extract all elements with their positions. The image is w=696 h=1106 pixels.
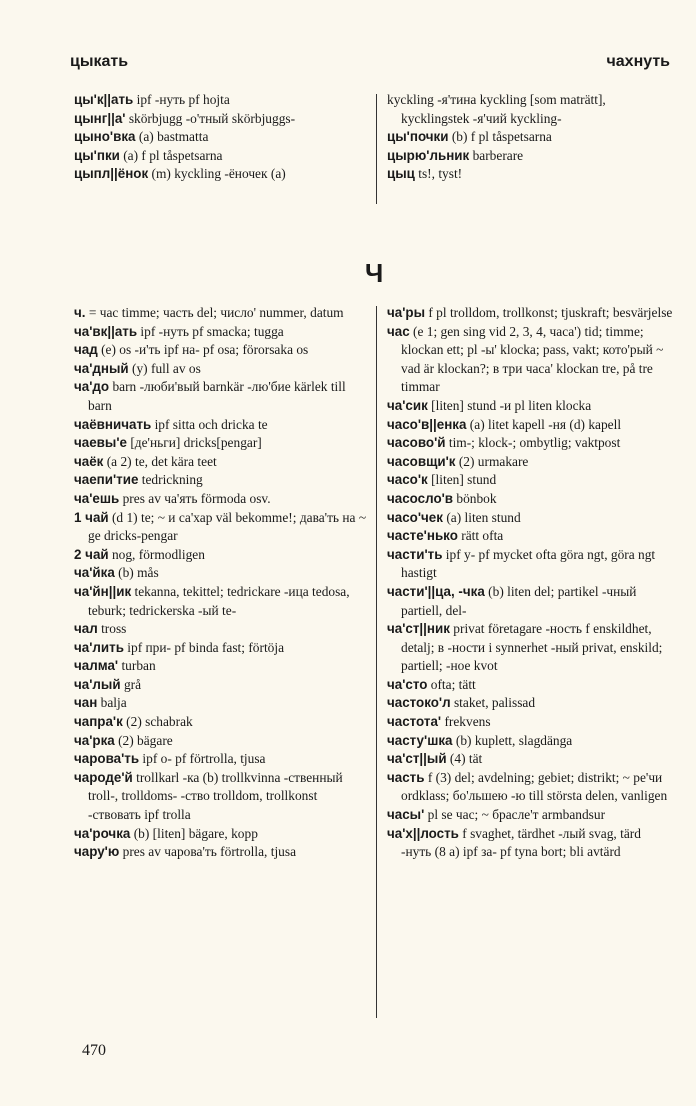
headword: часо'чек bbox=[387, 509, 443, 525]
dictionary-entry bbox=[387, 453, 673, 472]
dictionary-entry bbox=[74, 564, 370, 583]
definition: tross bbox=[97, 621, 127, 637]
dictionary-entry bbox=[74, 639, 370, 658]
headword: цы'почки bbox=[387, 129, 449, 145]
definition: tim-; klock-; ombytlig; vaktpost bbox=[445, 435, 621, 451]
definition: frekvens bbox=[441, 714, 491, 730]
definition: f svaghet, tärdhet -лый svag, tärd -нуть (8 a) ipf за- pf tyna bort; bli avtärd bbox=[401, 825, 641, 860]
headword: 1 чай bbox=[74, 509, 109, 525]
dictionary-entry bbox=[74, 713, 370, 732]
headword: чарова'ть bbox=[74, 751, 140, 767]
definition: (d 1) te; ~ и са'хар väl bekomme!; дава'ть на ~ ge dricks-pengar bbox=[88, 509, 367, 544]
definition: ipf у- pf mycket ofta göra ngt, göra ngt hastigt bbox=[401, 546, 656, 581]
definition: pl se час; ~ брасле'т armbandsur bbox=[424, 807, 606, 823]
dictionary-entry bbox=[74, 732, 370, 751]
headword: 2 чай bbox=[74, 546, 109, 562]
definition: (2) urmakare bbox=[455, 453, 529, 469]
headword: часы' bbox=[387, 807, 425, 823]
definition: kyckling -я'тина kyckling [som maträtt], kycklingstek -я'чий kyckling- bbox=[387, 92, 606, 126]
definition: turban bbox=[118, 658, 156, 674]
definition: nog, förmodligen bbox=[108, 546, 205, 562]
headword: чаёвничать bbox=[74, 416, 152, 432]
headword: часово'й bbox=[387, 435, 446, 451]
headword: цыц bbox=[387, 166, 415, 182]
definition: = час timme; часть del; число' nummer, datum bbox=[85, 305, 344, 320]
headword: части'||ца, -чка bbox=[387, 583, 485, 599]
definition: pres av ча'ять förmoda osv. bbox=[119, 490, 271, 506]
headword: чароде'й bbox=[74, 769, 133, 785]
definition: (e) os -и'ть ipf на- pf osa; förorsaka os bbox=[97, 342, 309, 358]
dictionary-entry bbox=[74, 341, 370, 360]
dictionary-entry bbox=[74, 304, 370, 323]
headword: часту'шка bbox=[387, 732, 453, 748]
dictionary-entry bbox=[74, 750, 370, 769]
dictionary-entry bbox=[74, 378, 370, 415]
definition: bönbok bbox=[453, 490, 497, 506]
definition: ipf -нуть pf smacka; tugga bbox=[137, 323, 284, 339]
headword: чад bbox=[74, 342, 98, 358]
headword: ча'лить bbox=[74, 639, 124, 655]
definition: tedrickning bbox=[138, 472, 203, 488]
headword: часо'в||енка bbox=[387, 416, 467, 432]
definition: (a) liten stund bbox=[442, 509, 521, 525]
definition: (b) liten del; partikel -чный partiell, del- bbox=[401, 583, 637, 618]
dictionary-entry bbox=[74, 583, 370, 620]
definition: [liten] stund -и pl liten klocka bbox=[427, 397, 592, 413]
headword: ча'ст||ый bbox=[387, 751, 447, 767]
dictionary-entry bbox=[74, 165, 370, 184]
left-column bbox=[74, 304, 370, 862]
dictionary-entry bbox=[74, 676, 370, 695]
dictionary-entry bbox=[74, 509, 370, 546]
headword: цы'пки bbox=[74, 147, 120, 163]
definition: (e 1; gen sing vid 2, 3, 4, часа') tid; timme; klockan ett; pl -ы' klocka; pass, vakt; кото'рый ~ vad är klockan?; в три часа' klockan tre, på tre timmar bbox=[401, 323, 664, 395]
dictionary-entry bbox=[387, 769, 673, 806]
dictionary-entry bbox=[74, 694, 370, 713]
headword: ча'йн||ик bbox=[74, 583, 132, 599]
dictionary-entry bbox=[387, 750, 673, 769]
headword: ча'ры bbox=[387, 305, 426, 320]
headword: часте'нько bbox=[387, 528, 458, 544]
definition: trollkarl -ка (b) trollkvinna -ственный troll-, trolldoms- -ство trolldom, trollkonst -ствовать ipf trolla bbox=[88, 769, 343, 823]
dictionary-entry bbox=[74, 546, 370, 565]
dictionary-entry bbox=[387, 147, 673, 166]
dictionary-entry bbox=[387, 546, 673, 583]
definition: (a 2) te, det kära teet bbox=[103, 453, 217, 469]
headword: ча'х||лость bbox=[387, 825, 459, 841]
left-guide-word: цыкать bbox=[70, 53, 129, 70]
definition: (b) mås bbox=[114, 565, 159, 581]
headword: ча'вк||ать bbox=[74, 323, 138, 339]
definition: (a) f pl tåspetsarna bbox=[119, 147, 223, 163]
column-divider bbox=[376, 306, 377, 1018]
definition: grå bbox=[120, 676, 142, 692]
headword: чалма' bbox=[74, 658, 119, 674]
headword: ча'ст||ник bbox=[387, 621, 450, 637]
definition: barn -люби'вый barnkär -лю'бие kärlek till barn bbox=[88, 379, 346, 413]
headword: часосло'в bbox=[387, 490, 454, 506]
definition: privat företagare -ность f enskildhet, detalj; в -ности i synnerhet -ный privat, enskild; partiell; -ное kvot bbox=[401, 621, 663, 674]
definition: (a) litet kapell -ня (d) kapell bbox=[466, 416, 622, 432]
dictionary-entry bbox=[387, 128, 673, 147]
dictionary-entry bbox=[387, 620, 673, 676]
dictionary-entry bbox=[74, 769, 370, 825]
headword: чаевы'е bbox=[74, 435, 127, 451]
definition: (m) kyckling -ёночек (a) bbox=[148, 166, 286, 182]
headword: ча'ешь bbox=[74, 490, 120, 506]
dictionary-entry bbox=[387, 713, 673, 732]
right-guide-word: чахнуть bbox=[606, 53, 670, 70]
definition: rätt ofta bbox=[457, 528, 504, 544]
headword: ч. bbox=[74, 305, 86, 320]
right-column bbox=[387, 304, 673, 862]
headword: цыно'вка bbox=[74, 129, 136, 145]
dictionary-entry bbox=[74, 110, 370, 129]
dictionary-entry bbox=[387, 732, 673, 751]
top-right-column bbox=[387, 91, 673, 184]
definition: tekanna, tekittel; tedrickare -ица tedosa, teburk; tedrickerska -ый te- bbox=[88, 583, 350, 618]
definition: ipf -нуть pf hojta bbox=[133, 92, 230, 107]
headword: ча'сто bbox=[387, 676, 428, 692]
headword: частота' bbox=[387, 714, 442, 730]
headword: чару'ю bbox=[74, 844, 120, 860]
headword: чан bbox=[74, 695, 98, 711]
definition: (4) tät bbox=[446, 751, 483, 767]
dictionary-entry bbox=[74, 416, 370, 435]
dictionary-entry bbox=[74, 843, 370, 862]
headword: часовщи'к bbox=[387, 453, 456, 469]
definition: (2) bägare bbox=[114, 732, 173, 748]
headword: часть bbox=[387, 769, 425, 785]
headword: ча'до bbox=[74, 379, 110, 395]
headword: чапра'к bbox=[74, 714, 123, 730]
definition: balja bbox=[97, 695, 127, 711]
dictionary-entry bbox=[74, 657, 370, 676]
headword: чал bbox=[74, 621, 98, 637]
column-divider-top bbox=[376, 94, 377, 204]
headword: цы'к||ать bbox=[74, 92, 134, 107]
definition: ofta; tätt bbox=[427, 676, 476, 692]
dictionary-entry bbox=[74, 620, 370, 639]
dictionary-entry bbox=[74, 91, 370, 110]
dictionary-entry bbox=[387, 397, 673, 416]
page-number: 470 bbox=[82, 1042, 106, 1059]
headword: ча'йка bbox=[74, 565, 115, 581]
dictionary-entry bbox=[74, 453, 370, 472]
dictionary-entry bbox=[74, 471, 370, 490]
headword: часо'к bbox=[387, 472, 428, 488]
definition: (2) schabrak bbox=[122, 714, 193, 730]
dictionary-entry bbox=[74, 490, 370, 509]
dictionary-entry bbox=[387, 509, 673, 528]
headword: ча'сик bbox=[387, 397, 428, 413]
dictionary-entry bbox=[387, 490, 673, 509]
definition: staket, palissad bbox=[450, 695, 536, 711]
headword: час bbox=[387, 323, 410, 339]
dictionary-entry bbox=[387, 694, 673, 713]
dictionary-entry bbox=[387, 416, 673, 435]
dictionary-entry bbox=[74, 434, 370, 453]
dictionary-entry bbox=[387, 676, 673, 695]
definition: (a) bastmatta bbox=[135, 129, 209, 145]
definition: barberare bbox=[469, 147, 524, 163]
headword: ча'лый bbox=[74, 676, 121, 692]
headword: ча'рочка bbox=[74, 825, 131, 841]
definition: ipf при- pf binda fast; förtöja bbox=[123, 639, 285, 655]
dictionary-entry bbox=[387, 583, 673, 620]
dictionary-entry bbox=[74, 323, 370, 342]
headword: чаёк bbox=[74, 453, 104, 469]
definition: (y) full av os bbox=[128, 360, 201, 376]
dictionary-entry bbox=[387, 471, 673, 490]
headword: частоко'л bbox=[387, 695, 451, 711]
top-left-column bbox=[74, 91, 370, 184]
headword: чаепи'тие bbox=[74, 472, 139, 488]
definition: pres av чарова'ть förtrolla, tjusa bbox=[119, 844, 297, 860]
definition: f pl trolldom, trollkonst; tjuskraft; besvärjelse bbox=[425, 305, 673, 320]
definition: (b) [liten] bägare, kopp bbox=[130, 825, 258, 841]
headword: части'ть bbox=[387, 546, 443, 562]
dictionary-entry bbox=[387, 434, 673, 453]
definition: [де'ньги] dricks[pengar] bbox=[126, 435, 262, 451]
headword: ча'дный bbox=[74, 360, 129, 376]
definition: f (3) del; avdelning; gebiet; distrikt; ~ ре'чи ordklass; бо'льшею -ю till största delen, vanligen bbox=[401, 769, 668, 804]
definition: ipf о- pf förtrolla, tjusa bbox=[139, 751, 266, 767]
dictionary-entry bbox=[387, 825, 673, 862]
dictionary-entry bbox=[387, 304, 673, 323]
headword: ча'рка bbox=[74, 732, 115, 748]
dictionary-entry bbox=[387, 527, 673, 546]
dictionary-entry bbox=[74, 147, 370, 166]
headword: цырю'льник bbox=[387, 147, 470, 163]
dictionary-entry bbox=[387, 806, 673, 825]
definition: skörbjugg -о'тный skörbjuggs- bbox=[125, 110, 296, 126]
dictionary-entry bbox=[387, 165, 673, 184]
definition: [liten] stund bbox=[427, 472, 497, 488]
definition: ipf sitta och dricka te bbox=[151, 416, 268, 432]
dictionary-entry bbox=[74, 128, 370, 147]
headword: цыпл||ёнок bbox=[74, 166, 149, 182]
definition: (b) kuplett, slagdänga bbox=[452, 732, 573, 748]
dictionary-entry bbox=[74, 825, 370, 844]
dictionary-entry bbox=[387, 323, 673, 397]
definition: ts!, tyst! bbox=[414, 166, 463, 182]
headword: цынг||а' bbox=[74, 110, 126, 126]
dictionary-entry bbox=[387, 91, 673, 128]
section-letter: Ч bbox=[365, 258, 384, 288]
dictionary-entry bbox=[74, 360, 370, 379]
definition: (b) f pl tåspetsarna bbox=[448, 129, 552, 145]
